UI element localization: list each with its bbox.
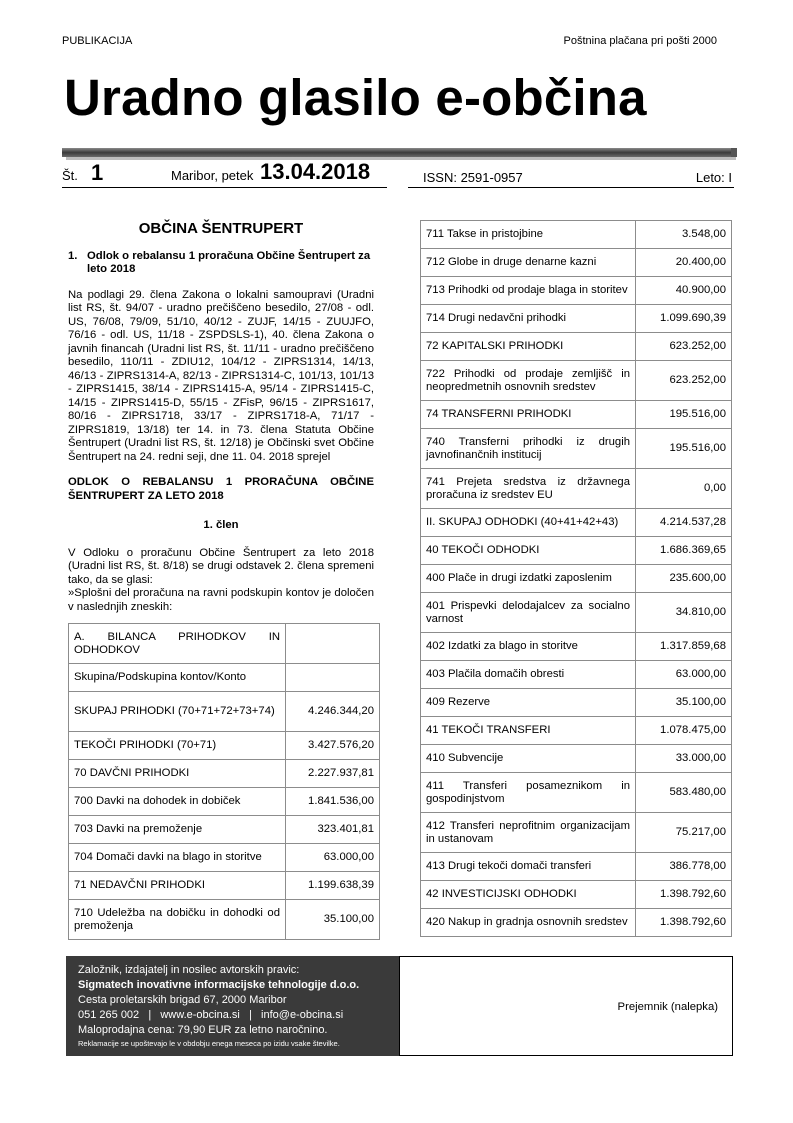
table-row [421,401,732,429]
row-value: 386.778,00 [636,853,732,881]
row-value: 323.401,81 [286,816,380,844]
issue-underline-right [408,187,734,188]
row-value: 40.900,00 [636,277,732,305]
article-heading: 1. člen [203,519,239,531]
row-label: 722 Prihodki od prodaje zemljišč in neopredmetnih osnovnih sredstev [421,361,636,401]
footer [66,956,733,1056]
row-value: 1.099.690,39 [636,305,732,333]
act-title: Odlok o rebalansu 1 proračuna Občine Šentrupert za leto 2018 [87,249,371,275]
row-label: A. BILANCA PRIHODKOV IN ODHODKOV [69,624,286,664]
table-row [421,881,732,909]
row-value: 1.398.792,60 [636,881,732,909]
table-row [421,717,732,745]
row-label: 411 Transferi posameznikom in gospodinjstvom [421,773,636,813]
row-label: 700 Davki na dohodek in dobiček [69,788,286,816]
article-text [68,547,374,615]
row-value: 1.686.369,65 [636,537,732,565]
row-label: TEKOČI PRIHODKI (70+71) [69,732,286,760]
table-row [421,277,732,305]
table-row [69,844,380,872]
table-row [421,537,732,565]
publication-label: PUBLIKACIJA [62,35,133,47]
row-label: 740 Transferni prihodki iz drugih javnofinančnih institucij [421,429,636,469]
row-label: 713 Prihodki od prodaje blaga in storitev [421,277,636,305]
table-row [421,661,732,689]
row-value: 4.214.537,28 [636,509,732,537]
table-row [421,633,732,661]
complaints-note: Reklamacije se upoštevajo le v obdobju enega meseca po izidu vsake številke. [78,1039,340,1048]
row-value: 0,00 [636,469,732,509]
municipality-heading: OBČINA ŠENTRUPERT [138,220,304,237]
row-label: 410 Subvencije [421,745,636,773]
row-value: 63.000,00 [636,661,732,689]
row-label: 71 NEDAVČNI PRIHODKI [69,872,286,900]
table-row [69,664,380,692]
odlok-heading: ODLOK O REBALANSU 1 PRORAČUNA OBČINE ŠENTRUPERT ZA LETO 2018 [68,476,374,502]
table-row [421,773,732,813]
publisher-contacts: 051 265 002 | www.e-obcina.si | info@e-obcina.si [78,1009,344,1021]
row-value: 35.100,00 [636,689,732,717]
row-value: 3.427.576,20 [286,732,380,760]
issn: ISSN: 2591-0957 [423,170,523,185]
row-value: 63.000,00 [286,844,380,872]
publisher-address: Cesta proletarskih brigad 67, 2000 Maribor [78,994,287,1006]
issue-date: 13.04.2018 [260,159,371,184]
row-value: 195.516,00 [636,401,732,429]
table-row [421,221,732,249]
row-value: 623.252,00 [636,333,732,361]
table-row [421,745,732,773]
issue-underline-left [62,187,387,188]
row-label: 401 Prispevki delodajalcev za socialno varnost [421,593,636,633]
postage-note: Poštnina plačana pri pošti 2000 [563,35,717,47]
issue-info-row [62,159,734,187]
row-label: 703 Davki na premoženje [69,816,286,844]
issue-year: Leto: I [695,170,732,185]
publisher-name: Sigmatech inovativne informacijske tehnologije d.o.o. [78,979,360,991]
table-row [69,732,380,760]
table-row [421,429,732,469]
row-value: 33.000,00 [636,745,732,773]
masthead-rule [62,148,734,157]
row-value: 1.398.792,60 [636,909,732,937]
table-row [69,872,380,900]
recipient-label: Prejemnik (nalepka) [617,1001,718,1013]
row-label: II. SKUPAJ ODHODKI (40+41+42+43) [421,509,636,537]
table-row [69,624,380,664]
row-label: 74 TRANSFERNI PRIHODKI [421,401,636,429]
table-row [421,249,732,277]
row-value: 195.516,00 [636,429,732,469]
row-label: 70 DAVČNI PRIHODKI [69,760,286,788]
act-number: 1. [68,249,78,262]
issue-place-day: Maribor, petek [171,168,254,183]
row-label: 413 Drugi tekoči domači transferi [421,853,636,881]
row-value: 1.317.859,68 [636,633,732,661]
row-value [286,664,380,692]
article-paragraph-1: V Odloku o proračunu Občine Šentrupert za leto 2018 (Uradni list RS, št. 8/18) se drugi odstavek 2. člena spremeni tako, da se glasi: [68,546,374,586]
row-label: SKUPAJ PRIHODKI (70+71+72+73+74) [69,692,286,732]
article-paragraph-2: »Splošni del proračuna na ravni podskupin kontov je določen v naslednjih zneskih: [68,587,374,613]
preamble-text: Na podlagi 29. člena Zakona o lokalni samoupravi (Uradni list RS, št. 94/07 - uradno prečiščeno besedilo, 27/08 - odl. US, 76/08, 79/09, 51/10, 40/12 - ZUJF, 14/15 - ZUUJFO, 76/16 - odl. US, 11/18 - ZSPDSLS-1), 40. člena Zakona o javnih financah (Uradni list RS, št. 11/11 - uradno prečiščeno besedilo, 110/11 - ZDIU12, 104/12 - ZIPRS1314, 14/13, 46/13 - ZIPRS1314-A, 82/13 - ZIPRS1314-C, 101/13, 101/13 - ZIPRS1415, 38/14 - ZIPRS1415-A, 95/14 - ZIPRS1415-C, 14/15 - ZIPRS1415-D, 55/15 - ZFisP, 96/15 - ZIPRS1617, 80/16 - ZIPRS1718, 33/17 - ZIPRS1718-A, 71/17 - ZIPRS1819, 13/18) ter 14. in 73. člena Statuta Občine Šentrupert (Uradni list RS, št. 12/18) je Občinski svet Občine Šentrupert na 24. redni seji, dne 11. 04. 2018 sprejel [68,288,374,463]
row-value: 34.810,00 [636,593,732,633]
row-label: 409 Rezerve [421,689,636,717]
table-row [421,689,732,717]
table-row [69,760,380,788]
row-label: 402 Izdatki za blago in storitve [421,633,636,661]
issue-prefix: Št. [62,168,78,183]
row-label: 400 Plače in drugi izdatki zaposlenim [421,565,636,593]
table-row [69,816,380,844]
row-label: 711 Takse in pristojbine [421,221,636,249]
row-value: 583.480,00 [636,773,732,813]
table-row [421,565,732,593]
row-value: 20.400,00 [636,249,732,277]
table-row [69,788,380,816]
recipient-box [399,956,733,1056]
row-value: 2.227.937,81 [286,760,380,788]
publisher-intro: Založnik, izdajatelj in nosilec avtorskih pravic: [78,964,300,976]
table-row [421,469,732,509]
row-label: 420 Nakup in gradnja osnovnih sredstev [421,909,636,937]
table-row [421,853,732,881]
issue-number: 1 [91,160,104,185]
row-label: 412 Transferi neprofitnim organizacijam in ustanovam [421,813,636,853]
publisher-box [66,956,399,1056]
publisher-price: Maloprodajna cena: 79,90 EUR za letno naročnino. [78,1024,328,1036]
table-row [421,333,732,361]
budget-table-right [420,220,732,937]
left-column [68,220,374,614]
row-value: 1.841.536,00 [286,788,380,816]
row-label: 741 Prejeta sredstva iz državnega proračuna iz sredstev EU [421,469,636,509]
row-label: 41 TEKOČI TRANSFERI [421,717,636,745]
row-label: 704 Domači davki na blago in storitve [69,844,286,872]
table-row [421,509,732,537]
row-label: 714 Drugi nedavčni prihodki [421,305,636,333]
row-label: 712 Globe in druge denarne kazni [421,249,636,277]
row-value: 35.100,00 [286,900,380,940]
row-value: 75.217,00 [636,813,732,853]
row-value: 623.252,00 [636,361,732,401]
budget-table-left [68,623,380,940]
row-value: 3.548,00 [636,221,732,249]
table-row [421,909,732,937]
row-value: 1.078.475,00 [636,717,732,745]
act-heading [68,250,374,277]
table-row [421,593,732,633]
row-label: 72 KAPITALSKI PRIHODKI [421,333,636,361]
row-value: 1.199.638,39 [286,872,380,900]
row-label: 403 Plačila domačih obresti [421,661,636,689]
row-label: 710 Udeležba na dobičku in dohodki od premoženja [69,900,286,940]
table-row [421,813,732,853]
table-row [69,692,380,732]
row-label: 40 TEKOČI ODHODKI [421,537,636,565]
table-row [421,305,732,333]
masthead-title: Uradno glasilo e-občina [64,69,647,126]
table-row [69,900,380,940]
table-row [421,361,732,401]
row-value: 4.246.344,20 [286,692,380,732]
row-label: Skupina/Podskupina kontov/Konto [69,664,286,692]
row-value [286,624,380,664]
row-value: 235.600,00 [636,565,732,593]
row-label: 42 INVESTICIJSKI ODHODKI [421,881,636,909]
